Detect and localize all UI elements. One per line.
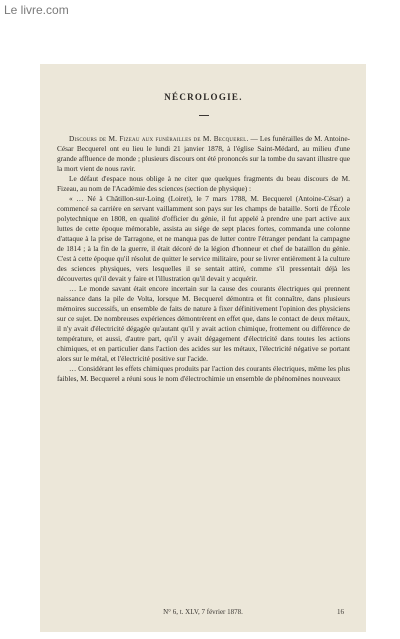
body-paragraph: Le défaut d'espace nous oblige à ne citer que quelques fragments du beau discours de M. Fizeau, au nom de l'Académie des sciences (section de physique) : <box>57 174 350 193</box>
site-watermark: Le livre.com <box>4 3 69 17</box>
page-number: 16 <box>337 608 344 616</box>
lead-paragraph <box>57 134 350 174</box>
body-paragraph: … Considérant les effets chimiques produits par l'action des courants électriques, même les plus faibles, M. Becquerel a réuni sous le nom d'électrochimie un ensemble de phénomènes nouveaux <box>57 364 350 383</box>
page-title: NÉCROLOGIE. <box>164 92 243 102</box>
body-paragraph: … Le monde savant était encore incertain sur la cause des courants électriques qui prennent naissance dans la pile de Volta, lorsque M. Becquerel démontra et fit connaître, dans plusieurs mémoires successifs, un ensemble de faits de nature à fixer définitivement l'opinion des physiciens sur ce sujet. De nombreuses expériences démontrèrent en effet que, dans le contact de deux métaux, il n'y avait d'électricité dégagée qu'autant qu'il y avait action chimique, frottement ou différence de température, et aussi, d'autre part, qu'il y avait dégagement d'électricité dans toutes les actions chimiques, et en particulier dans l'action des acides sur les métaux, l'électricité négative se portant alors sur le métal, et l'électricité positive sur l'acide. <box>57 284 350 363</box>
body-paragraph: « … Né à Châtillon-sur-Loing (Loiret), le 7 mars 1788, M. Becquerel (Antoine-César) a commencé sa carrière en servant vaillamment son pays sur les champs de bataille. Sorti de l'École polytechnique en 1808, en qualité d'officier du génie, il fut appelé à prendre une part active aux luttes de cette époque mémorable, assista au siége de sept places fortes, commanda une colonne d'attaque à la prise de Tarragone, et ne manqua pas de lutter contre l'étranger pendant la campagne de 1814 ; à la fin de la guerre, il était décoré de la légion d'honneur et chef de bataillon du génie. C'est à cette époque qu'il résolut de quitter le service militaire, pour se livrer entièrement à la culture des sciences physiques, vers lesquelles il se sentait attiré, comme s'il pressentait déjà les découvertes qu'il devait y faire et l'illustration qu'il devait y acquérir. <box>57 194 350 283</box>
lead-text: — Les funérailles de M. Antoine-César Becquerel ont eu lieu le lundi 21 janvier 1878, à l'église Saint-Médard, au milieu d'une grande affluence de monde ; plusieurs discours ont été prononcés sur la tombe du savant illustre que la mort vient de nous ravir. <box>57 134 350 173</box>
lead-heading: Discours de M. Fizeau aux funérailles de M. Becquerel. <box>69 134 249 143</box>
title-divider <box>199 115 209 116</box>
page-footer <box>40 608 366 616</box>
document-page <box>40 64 366 632</box>
issue-reference: N° 6, t. XLV, 7 février 1878. <box>163 608 243 616</box>
